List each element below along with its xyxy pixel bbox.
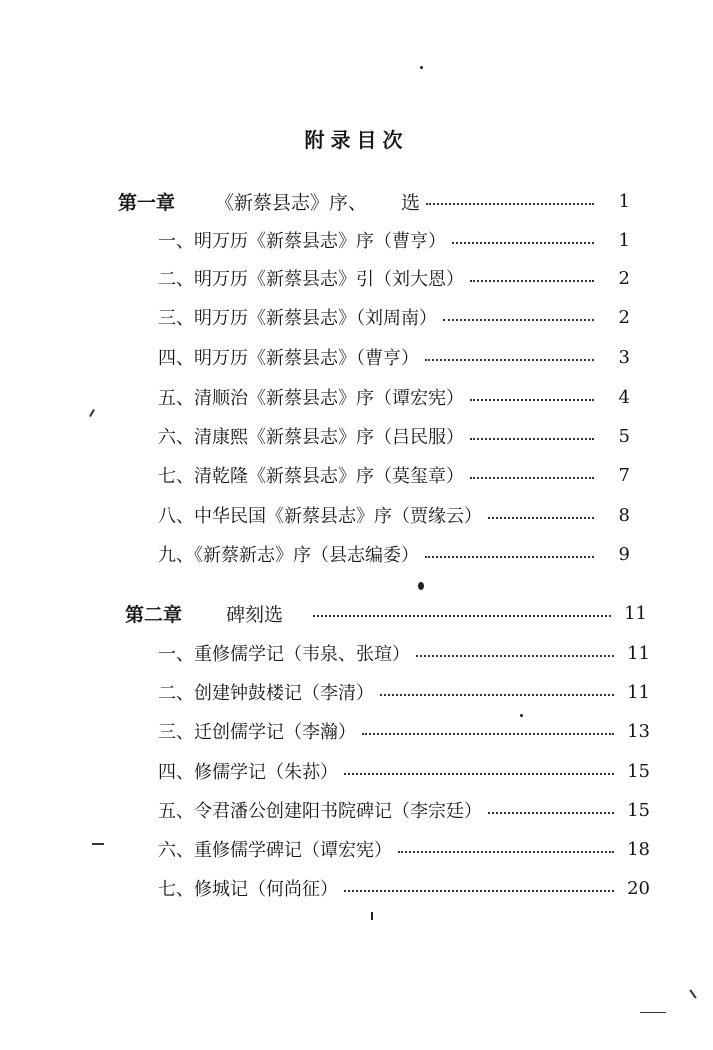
toc-item: [158, 421, 630, 451]
toc-item: [158, 263, 630, 293]
page-number: 18: [627, 838, 650, 860]
toc-item-label: 三、明万历《新蔡县志》（刘周南）: [158, 308, 437, 329]
chapter-label: 第一章: [118, 191, 176, 214]
leader-dots: [398, 851, 614, 853]
leader-dots: [425, 359, 594, 361]
scan-scratch: [689, 989, 696, 998]
page-number: 5: [618, 425, 630, 447]
page-number: 9: [618, 543, 630, 565]
scan-speck: [371, 912, 373, 920]
leader-dots: [470, 280, 594, 282]
toc-item-label: 七、清乾隆《新蔡县志》序（莫玺章）: [158, 466, 464, 487]
page-title: 附录目次: [304, 128, 409, 152]
leader-dots: [488, 812, 614, 814]
leader-dots: [443, 319, 594, 321]
leader-dots: [470, 438, 594, 440]
leader-dots: [470, 477, 594, 479]
page-number: 1: [618, 229, 630, 251]
scan-scratch: [640, 1012, 666, 1013]
chapter-label: 第二章: [125, 603, 183, 626]
page-number: 15: [627, 799, 650, 821]
page-number: 2: [618, 267, 630, 289]
toc-chapter-1: [118, 186, 630, 216]
leader-dots: [425, 556, 594, 558]
toc-item-label: 二、创建钟鼓楼记（李清）: [158, 683, 374, 704]
page-number: 3: [618, 346, 630, 368]
chapter-title-suffix: 选: [401, 191, 421, 214]
toc-item-label: 六、清康熙《新蔡县志》序（吕民服）: [158, 427, 464, 448]
toc-item: [158, 342, 630, 372]
toc-item: [158, 834, 650, 864]
page-number: 11: [627, 681, 650, 703]
leader-dots: [452, 242, 594, 244]
toc-item: [158, 302, 630, 332]
toc-item: [158, 225, 630, 255]
toc-chapter-2: [125, 598, 647, 628]
toc-item-label: 八、中华民国《新蔡县志》序（贾缘云）: [158, 506, 482, 527]
leader-dots: [426, 203, 594, 205]
scan-speck: [520, 714, 523, 717]
toc-item-label: 六、重修儒学碑记（谭宏宪）: [158, 840, 392, 861]
leader-dots: [380, 694, 614, 696]
scan-scratch: [92, 843, 104, 845]
toc-item-label: 四、修儒学记（朱荪）: [158, 762, 338, 783]
chapter-title: 碑刻选: [226, 603, 284, 626]
toc-item: [158, 500, 630, 530]
toc-item: [158, 677, 650, 707]
toc-item: [158, 382, 630, 412]
toc-item: [158, 756, 650, 786]
leader-dots: [416, 655, 614, 657]
toc-item: [158, 873, 650, 903]
toc-item: [158, 716, 650, 746]
scan-scratch: [89, 409, 95, 417]
page-number: 20: [627, 877, 650, 899]
toc-item-label: 五、清顺治《新蔡县志》序（谭宏宪）: [158, 388, 464, 409]
page-number: 2: [618, 306, 630, 328]
toc-item-label: 一、重修儒学记（韦泉、张瑄）: [158, 644, 410, 665]
page-number: 7: [618, 464, 630, 486]
scan-speck: [420, 66, 423, 69]
leader-dots: [344, 890, 614, 892]
toc-item: [158, 539, 630, 569]
toc-item-label: 三、迁创儒学记（李瀚）: [158, 722, 356, 743]
page-number: 11: [627, 642, 650, 664]
page-number: 15: [627, 760, 650, 782]
toc-item-label: 七、修城记（何尚征）: [158, 879, 338, 900]
leader-dots: [344, 773, 614, 775]
leader-dots: [362, 733, 614, 735]
leader-dots: [488, 517, 594, 519]
toc-item-label: 一、明万历《新蔡县志》序（曹亨）: [158, 231, 446, 252]
toc-item-label: 五、令君潘公创建阳书院碑记（李宗廷）: [158, 801, 482, 822]
toc-item-label: 九、《新蔡新志》序（县志编委）: [158, 545, 419, 566]
toc-item: [158, 460, 630, 490]
page-number: 1: [618, 190, 630, 212]
chapter-title: 《新蔡县志》序、: [215, 191, 368, 214]
page-number: 4: [618, 386, 630, 408]
leader-dots: [470, 399, 594, 401]
leader-dots: [313, 615, 611, 617]
toc-item: [158, 795, 650, 825]
toc-item-label: 二、明万历《新蔡县志》引（刘大恩）: [158, 269, 464, 290]
toc-item: [158, 638, 650, 668]
page-number: 11: [624, 602, 647, 624]
page-number: 8: [618, 504, 630, 526]
scan-speck: [418, 582, 424, 590]
toc-item-label: 四、明万历《新蔡县志》（曹亨）: [158, 348, 419, 369]
page-number: 13: [627, 720, 650, 742]
